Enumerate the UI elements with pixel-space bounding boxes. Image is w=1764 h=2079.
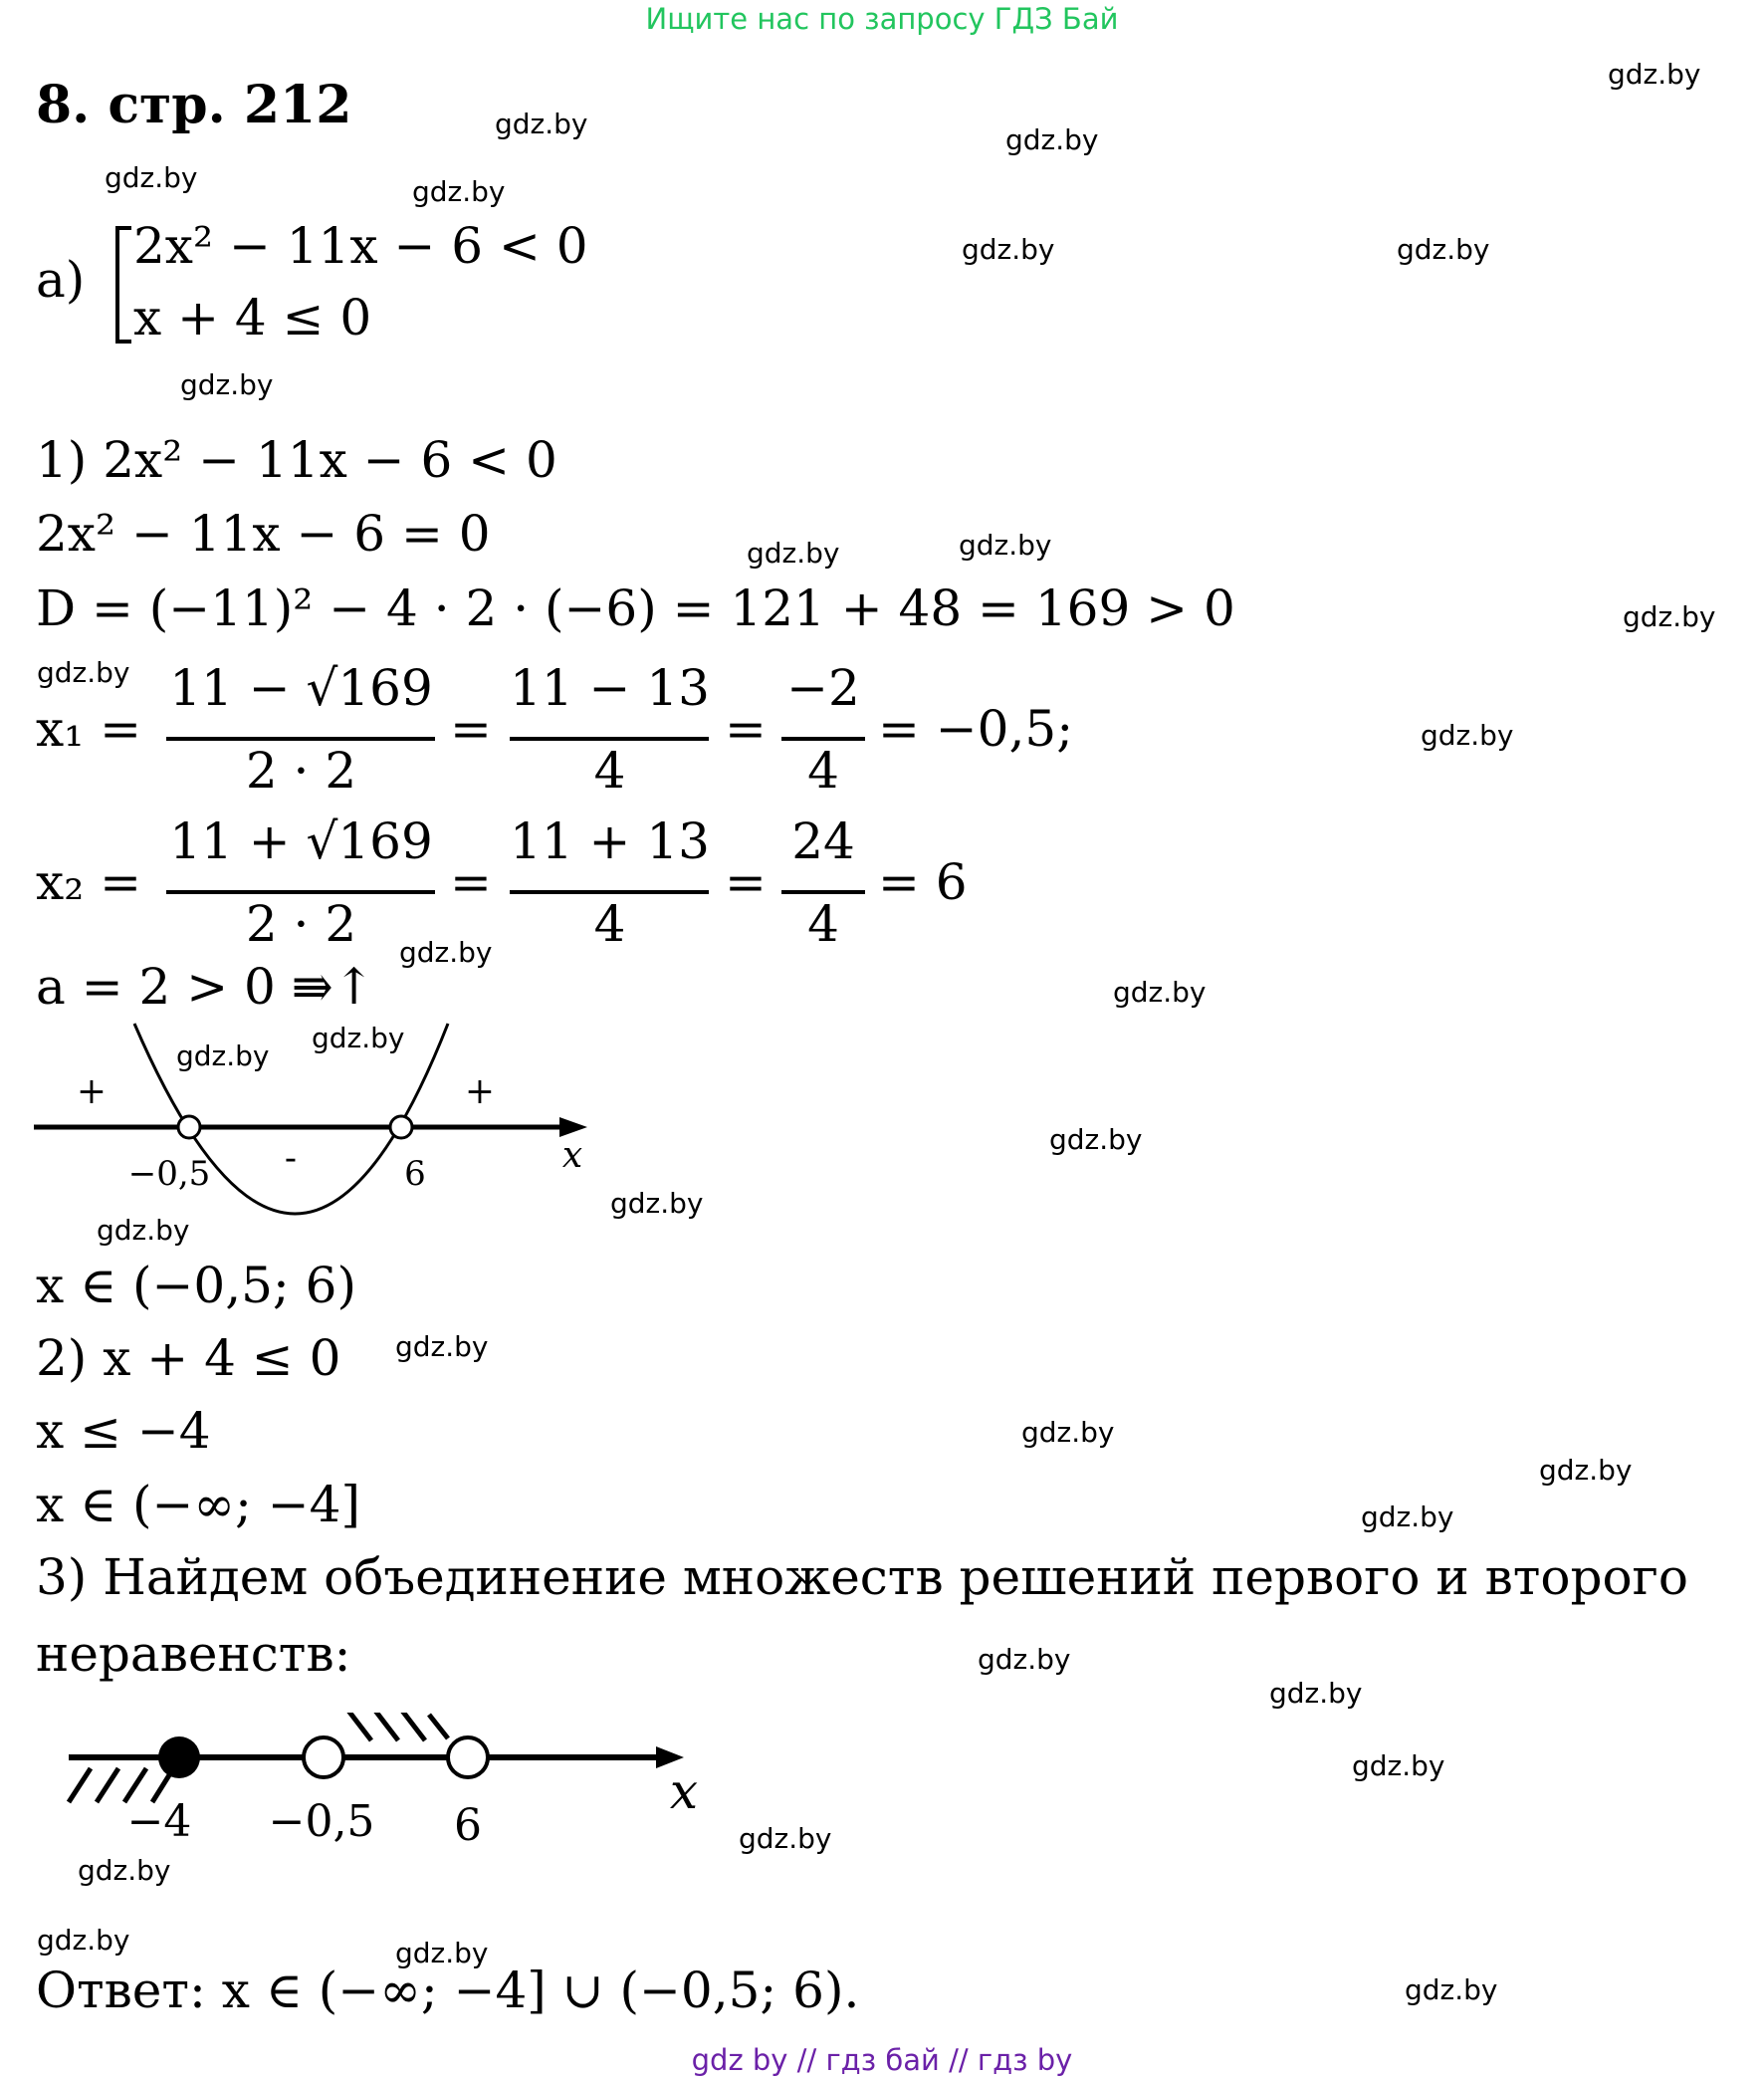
axis-label: x [561, 1135, 583, 1176]
system-bracket [115, 226, 131, 344]
watermark: gdz.by [78, 1854, 171, 1887]
fraction-bar [510, 737, 709, 741]
watermark: gdz.by [1623, 600, 1716, 633]
watermark: gdz.by [1421, 719, 1514, 752]
step1-answer: x ∈ (−0,5; 6) [36, 1257, 356, 1314]
watermark: gdz.by [395, 1330, 489, 1363]
hatch-right [402, 1713, 425, 1740]
watermark: gdz.by [962, 233, 1055, 266]
watermark: gdz.by [1113, 976, 1207, 1009]
hatch-right [375, 1713, 398, 1740]
x1-result: = −0,5; [878, 700, 1074, 758]
watermark: gdz.by [37, 1924, 130, 1957]
watermark: gdz.by [610, 1187, 704, 1220]
watermark: gdz.by [747, 537, 840, 570]
x2-frac1-denominator: 2 · 2 [245, 895, 357, 953]
fraction-bar [781, 890, 865, 894]
top-banner[interactable]: Ищите нас по запросу ГДЗ Бай [645, 2, 1119, 36]
x2-result: = 6 [878, 853, 968, 911]
x1-frac1-denominator: 2 · 2 [245, 742, 357, 800]
hatch-left [69, 1768, 91, 1802]
watermark: gdz.by [176, 1040, 270, 1072]
x1-frac3-numerator: −2 [786, 659, 860, 717]
open-point [448, 1737, 488, 1777]
system-line-2: x + 4 ≤ 0 [133, 289, 372, 346]
x1-frac1-numerator: 11 − √169 [169, 659, 433, 717]
watermark: gdz.by [739, 1822, 832, 1855]
page-title: 8. стр. 212 [36, 75, 352, 135]
step1-inequality: 1) 2x² − 11x − 6 < 0 [36, 431, 557, 489]
x2-frac1-numerator: 11 + √169 [169, 812, 433, 870]
watermark: gdz.by [105, 161, 198, 194]
hatch-right [429, 1715, 448, 1738]
final-answer: Ответ: x ∈ (−∞; −4] ∪ (−0,5; 6). [36, 1962, 860, 2019]
point-label: 6 [454, 1800, 482, 1851]
system-line-1: 2x² − 11x − 6 < 0 [133, 217, 588, 275]
watermark: gdz.by [412, 175, 506, 208]
fraction-bar [510, 890, 709, 894]
equals-sign: = [725, 853, 767, 911]
fraction-bar [166, 890, 435, 894]
x1-label: x₁ = [36, 700, 142, 758]
watermark: gdz.by [395, 1937, 489, 1969]
equals-sign: = [450, 700, 492, 758]
step1-equation: 2x² − 11x − 6 = 0 [36, 505, 491, 563]
arrow-head [559, 1117, 587, 1137]
watermark: gdz.by [959, 529, 1052, 562]
watermark: gdz.by [1352, 1749, 1445, 1782]
axis-label: x [669, 1762, 699, 1820]
watermark: gdz.by [978, 1643, 1071, 1676]
plus-sign-right: + [464, 1071, 496, 1112]
root2-label: 6 [404, 1154, 426, 1194]
union-number-line [55, 1713, 712, 1862]
point-label: −4 [126, 1796, 192, 1847]
part-label: а) [36, 251, 86, 309]
watermark: gdz.by [1021, 1416, 1115, 1449]
watermark: gdz.by [37, 656, 130, 689]
step2-answer: x ∈ (−∞; −4] [36, 1476, 361, 1533]
watermark: gdz.by [1608, 58, 1701, 91]
fraction-bar [166, 737, 435, 741]
watermark: gdz.by [1539, 1454, 1633, 1487]
watermark: gdz.by [1005, 123, 1099, 156]
watermark: gdz.by [312, 1022, 405, 1054]
footer-links[interactable]: gdz by // гдз бай // гдз by [691, 2043, 1073, 2077]
fraction-bar [781, 737, 865, 741]
open-point [304, 1737, 343, 1777]
point-label: −0,5 [268, 1796, 375, 1847]
x1-frac2-denominator: 4 [593, 742, 626, 800]
watermark: gdz.by [1269, 1677, 1363, 1710]
hatch-left [97, 1768, 118, 1802]
root1-label: −0,5 [127, 1154, 211, 1194]
step3-text-line2: неравенств: [36, 1625, 351, 1683]
leading-coefficient-line: a = 2 > 0 ⇛↑ [36, 958, 375, 1016]
watermark: gdz.by [495, 108, 588, 140]
step2-inequality: 2) x + 4 ≤ 0 [36, 1329, 341, 1387]
hatch-right [348, 1713, 371, 1740]
equals-sign: = [450, 853, 492, 911]
x1-frac2-numerator: 11 − 13 [510, 659, 710, 717]
minus-sign: - [284, 1138, 298, 1179]
plus-sign-left: + [76, 1071, 108, 1112]
discriminant-line: D = (−11)² − 4 · 2 · (−6) = 121 + 48 = 169 > 0 [36, 579, 1235, 637]
open-point-root1 [178, 1116, 200, 1138]
equals-sign: = [725, 700, 767, 758]
x2-frac3-denominator: 4 [807, 895, 839, 953]
x2-frac2-denominator: 4 [593, 895, 626, 953]
x2-frac2-numerator: 11 + 13 [510, 812, 710, 870]
parabola-sign-chart [30, 1016, 597, 1230]
filled-point [158, 1736, 200, 1778]
watermark: gdz.by [1049, 1123, 1143, 1156]
watermark: gdz.by [180, 368, 274, 401]
x1-frac3-denominator: 4 [807, 742, 839, 800]
watermark: gdz.by [399, 936, 493, 969]
watermark: gdz.by [1397, 233, 1490, 266]
watermark: gdz.by [97, 1214, 190, 1247]
open-point-root2 [390, 1116, 412, 1138]
step2-solution: x ≤ −4 [36, 1402, 211, 1460]
step3-text-line1: 3) Найдем объединение множеств решений первого и второго [36, 1548, 1688, 1606]
watermark: gdz.by [1361, 1501, 1454, 1533]
watermark: gdz.by [1405, 1973, 1498, 2006]
x2-label: x₂ = [36, 853, 142, 911]
x2-frac3-numerator: 24 [791, 812, 855, 870]
